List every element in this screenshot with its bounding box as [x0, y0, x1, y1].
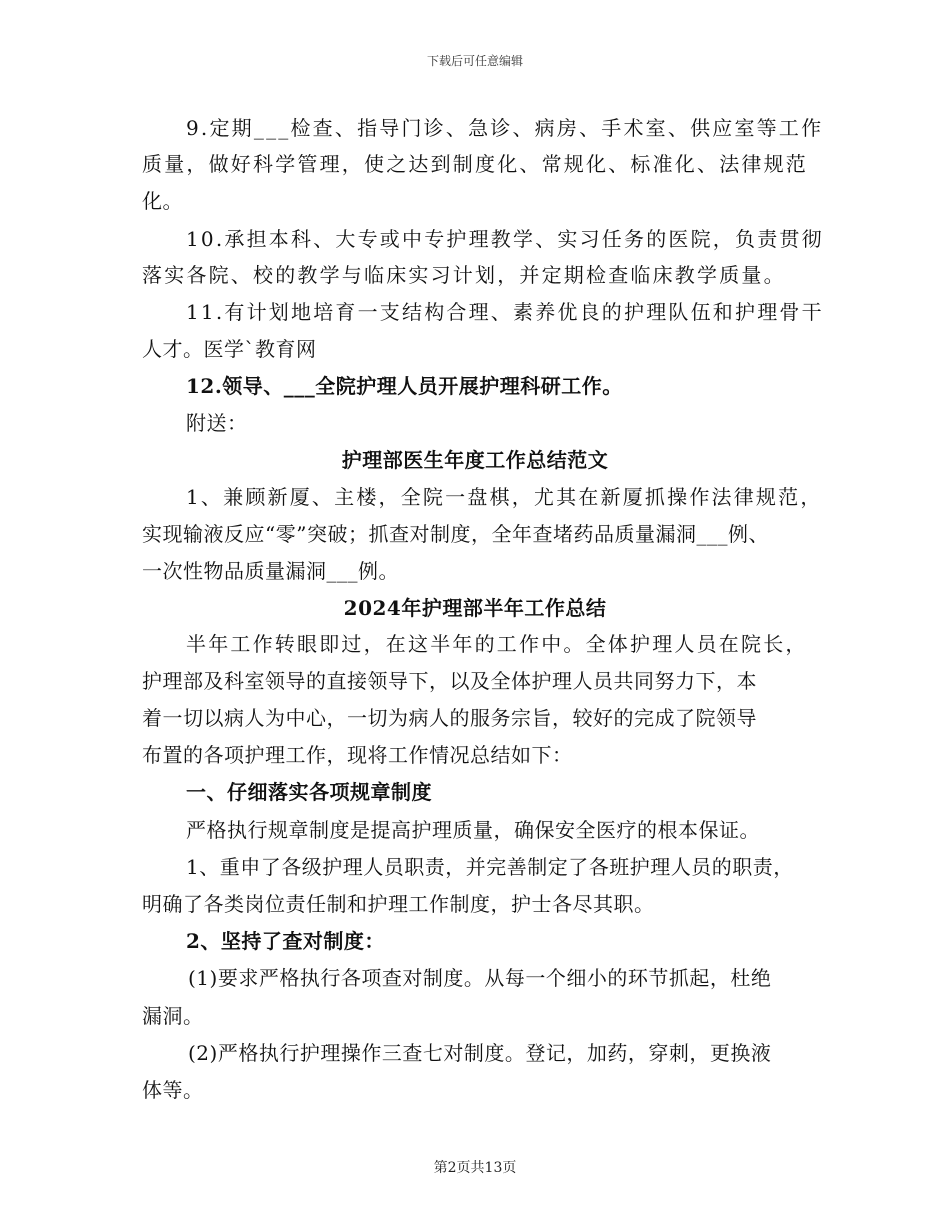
- text-line: (1)要求严格执行各项查对制度。从每一个细小的环节抓起，杜绝: [188, 966, 772, 990]
- text-line: 质量，做好科学管理，使之达到制度化、常规化、标准化、法律规范: [142, 152, 808, 176]
- text-line: 11.有计划地培育一支结构合理、素养优良的护理队伍和护理骨干: [186, 300, 824, 324]
- bold-text-line: 2、坚持了查对制度：: [186, 929, 385, 953]
- text-line: 明确了各类岗位责任制和护理工作制度，护士各尽其职。: [142, 892, 655, 916]
- text-line: 9.定期___检查、指导门诊、急诊、病房、手术室、供应室等工作: [186, 116, 824, 140]
- text-line: 布置的各项护理工作，现将工作情况总结如下：: [142, 743, 573, 767]
- bold-text-line: 12.领导、___全院护理人员开展护理科研工作。: [186, 374, 623, 398]
- text-line: 附送：: [186, 411, 248, 435]
- section-heading: 2024年护理部半年工作总结: [343, 596, 607, 620]
- text-line: 体等。: [142, 1078, 204, 1102]
- page-footer: 第2页共13页: [433, 1160, 517, 1176]
- text-line: 落实各院、校的教学与临床实习计划，并定期检查临床教学质量。: [142, 263, 786, 287]
- text-line: 10.承担本科、大专或中专护理教学、实习任务的医院，负责贯彻: [186, 227, 824, 251]
- section-heading: 护理部医生年度工作总结范文: [341, 448, 609, 472]
- text-line: 漏洞。: [142, 1004, 204, 1028]
- text-line: 严格执行规章制度是提高护理质量，确保安全医疗的根本保证。: [186, 818, 760, 842]
- text-line: (2)严格执行护理操作三查七对制度。登记，加药，穿刺，更换液: [188, 1041, 772, 1065]
- text-line: 化。: [142, 189, 183, 213]
- text-line: 人才。医学`教育网: [142, 337, 317, 361]
- bold-text-line: 一、仔细落实各项规章制度: [186, 780, 432, 804]
- text-line: 半年工作转眼即过，在这半年的工作中。全体护理人员在院长，: [186, 632, 808, 656]
- text-line: 1、兼顾新厦、主楼，全院一盘棋，尤其在新厦抓操作法律规范，: [186, 485, 823, 509]
- text-line: 实现输液反应“零”突破；抓查对制度，全年查堵药品质量漏洞___例、: [142, 522, 769, 546]
- text-line: 护理部及科室领导的直接领导下，以及全体护理人员共同努力下，本: [142, 669, 757, 693]
- text-line: 着一切以病人为中心，一切为病人的服务宗旨，较好的完成了院领导: [142, 706, 757, 730]
- text-line: 1、重申了各级护理人员职责，并完善制定了各班护理人员的职责，: [186, 855, 794, 879]
- text-line: 一次性物品质量漏洞___例。: [142, 559, 399, 583]
- page-header: 下载后可任意编辑: [426, 54, 523, 68]
